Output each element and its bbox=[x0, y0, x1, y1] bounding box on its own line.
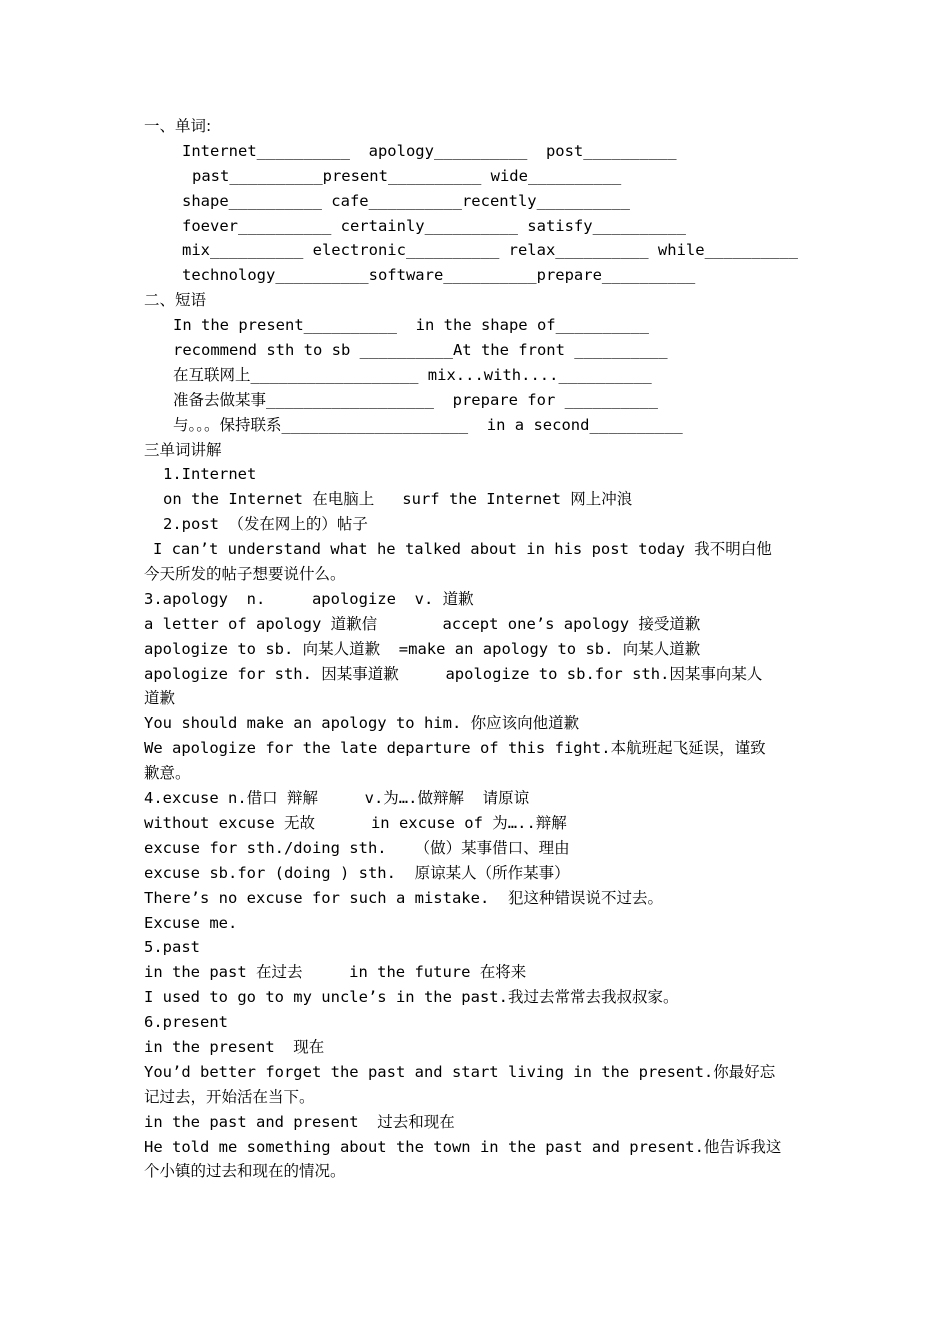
explanation-line: I used to go to my uncle’s in the past.我过去常常去我叔叔家。 bbox=[144, 988, 679, 1007]
explanation-line: in the past 在过去 in the future 在将来 bbox=[144, 963, 527, 982]
phrase-row: 与。。。保持联系____________________ in a second__________ bbox=[173, 415, 683, 434]
section-heading-explanations: 三单词讲解 bbox=[144, 440, 222, 459]
explanation-line: excuse for sth./doing sth. （做）某事借口、理由 bbox=[144, 838, 570, 857]
explanation-line: on the Internet 在电脑上 surf the Internet 网上冲浪 bbox=[163, 490, 633, 509]
word-row: foever__________ certainly__________ satisfy__________ bbox=[182, 216, 686, 235]
explanation-line: in the past and present 过去和现在 bbox=[144, 1112, 455, 1131]
word-row: shape__________ cafe__________recently__________ bbox=[182, 191, 630, 210]
explanation-line: 道歉 bbox=[144, 689, 176, 708]
explanation-line: We apologize for the late departure of this fight.本航班起飞延误，谨致 bbox=[144, 739, 766, 758]
explanation-line: 记过去，开始活在当下。 bbox=[144, 1087, 315, 1106]
explanation-line: He told me something about the town in the past and present.他告诉我这 bbox=[144, 1137, 782, 1156]
explanation-line: excuse sb.for (doing ) sth. 原谅某人（所作某事） bbox=[144, 863, 570, 882]
explanation-line: 1.Internet bbox=[163, 465, 257, 484]
explanation-line: 2.post （发在网上的）帖子 bbox=[163, 515, 368, 534]
explanation-line: 歉意。 bbox=[144, 764, 191, 783]
explanation-line: You should make an apology to him. 你应该向他道歉 bbox=[144, 714, 580, 733]
section-heading-words: 一、单词: bbox=[144, 117, 212, 135]
explanation-line: You’d better forget the past and start living in the present.你最好忘 bbox=[144, 1062, 776, 1081]
phrase-row: 在互联网上__________________ mix...with....__________ bbox=[173, 365, 652, 384]
phrase-row: In the present__________ in the shape of__________ bbox=[173, 316, 649, 335]
explanation-line: 个小镇的过去和现在的情况。 bbox=[144, 1162, 346, 1181]
explanation-line: Excuse me. bbox=[144, 913, 238, 932]
explanation-line: 4.excuse n.借口 辩解 v.为….做辩解 请原谅 bbox=[144, 789, 530, 808]
section-heading-phrases: 二、短语 bbox=[144, 291, 207, 310]
word-row: technology__________software__________prepare__________ bbox=[182, 266, 696, 285]
word-row: past__________present__________ wide__________ bbox=[192, 166, 622, 185]
explanation-line: There’s no excuse for such a mistake. 犯这种错误说不过去。 bbox=[144, 888, 663, 907]
explanation-line: in the present 现在 bbox=[144, 1037, 325, 1056]
phrase-row: recommend sth to sb __________At the front __________ bbox=[173, 341, 668, 360]
explanation-line: 6.present bbox=[144, 1013, 228, 1032]
word-row: mix__________ electronic__________ relax__________ while__________ bbox=[182, 241, 798, 260]
document-page bbox=[144, 114, 814, 1184]
explanation-line: 今天所发的帖子想要说什么。 bbox=[144, 565, 346, 584]
explanation-line: apologize for sth. 因某事道歉 apologize to sb.for sth.因某事向某人 bbox=[144, 664, 763, 683]
explanation-line: 3.apology n. apologize v. 道歉 bbox=[144, 589, 474, 608]
explanation-line: 5.past bbox=[144, 938, 200, 957]
explanation-line: a letter of apology 道歉信 accept one’s apology 接受道歉 bbox=[144, 614, 701, 633]
explanation-line: I can’t understand what he talked about in his post today 我不明白他 bbox=[153, 540, 772, 559]
phrase-row: 准备去做某事__________________ prepare for __________ bbox=[173, 390, 658, 409]
word-row: Internet__________ apology__________ post__________ bbox=[182, 141, 677, 160]
explanation-line: without excuse 无故 in excuse of 为…..辩解 bbox=[144, 813, 567, 832]
explanation-line: apologize to sb. 向某人道歉 =make an apology to sb. 向某人道歉 bbox=[144, 639, 701, 658]
